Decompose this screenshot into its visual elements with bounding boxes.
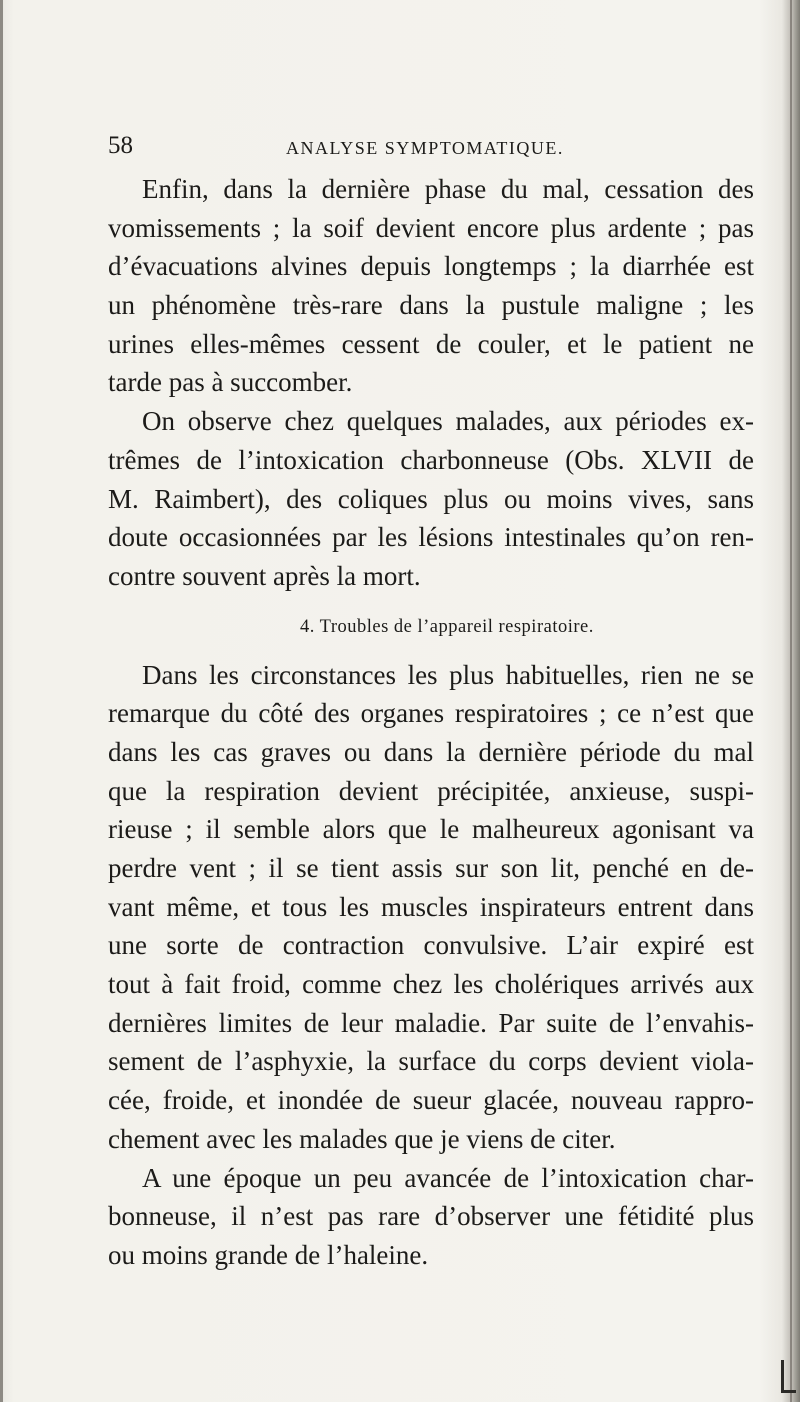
text-line: M. Raimbert), des coliques plus ou moins vives, sans bbox=[108, 483, 754, 514]
text-line: un phénomène très-rare dans la pustule maligne ; les bbox=[108, 290, 754, 321]
text-line: remarque du côté des organes respiratoires ; ce n’est que bbox=[108, 698, 754, 729]
text-line: contre souvent après la mort. bbox=[108, 560, 421, 591]
text-line: On observe chez quelques malades, aux périodes ex- bbox=[142, 406, 754, 437]
text-line: Dans les circonstances les plus habituelles, rien ne se bbox=[142, 659, 754, 690]
text-line: vomissements ; la soif devient encore plus ardente ; pas bbox=[108, 212, 754, 243]
text-line: urines elles-mêmes cessent de couler, et le patient ne bbox=[108, 328, 754, 359]
text-line: tout à fait froid, comme chez les cholériques arrivés aux bbox=[108, 969, 754, 1000]
page-right-shadow bbox=[782, 0, 800, 1402]
paragraph-2 bbox=[108, 402, 754, 595]
text-line: une sorte de contraction convulsive. L’air expiré est bbox=[108, 930, 754, 961]
text-line: perdre vent ; il se tient assis sur son lit, penché en de- bbox=[108, 853, 754, 883]
text-line: cée, froide, et inondée de sueur glacée, nouveau rappro- bbox=[108, 1085, 754, 1116]
text-line: d’évacuations alvines depuis longtemps ; la diarrhée est bbox=[108, 251, 754, 282]
text-line: doute occasionnées par les lésions intestinales qu’on ren- bbox=[108, 522, 754, 553]
page-number: 58 bbox=[108, 132, 133, 159]
text-line: trêmes de l’intoxication charbonneuse (Obs. XLVII de bbox=[108, 444, 754, 475]
text-line: vant même, et tous les muscles inspirateurs entrent dans bbox=[108, 891, 754, 922]
text-line: sement de l’asphyxie, la surface du corps devient viola- bbox=[108, 1046, 754, 1077]
paragraph-3 bbox=[108, 656, 754, 1159]
paragraph-4 bbox=[108, 1159, 754, 1275]
text-line: rieuse ; il semble alors que le malheureux agonisant va bbox=[108, 814, 754, 845]
text-line: bonneuse, il n’est pas rare d’observer une fétidité plus bbox=[108, 1201, 754, 1232]
page-header bbox=[108, 132, 748, 168]
text-line: chement avec les malades que je viens de citer. bbox=[108, 1123, 616, 1154]
text-line: A une époque un peu avancée de l’intoxication char- bbox=[142, 1162, 754, 1193]
running-head: ANALYSE SYMPTOMATIQUE. bbox=[286, 138, 564, 158]
text-line: Enfin, dans la dernière phase du mal, cessation des bbox=[142, 174, 754, 204]
text-line: ou moins grande de l’haleine. bbox=[108, 1239, 429, 1270]
text-line: tarde pas à succomber. bbox=[108, 367, 353, 398]
page-left-edge bbox=[0, 0, 3, 1402]
section-title: 4. Troubles de l’appareil respiratoire. bbox=[300, 616, 594, 637]
scan-corner-mark bbox=[781, 1360, 796, 1393]
text-line: dernières limites de leur maladie. Par suite de l’envahis- bbox=[108, 1007, 754, 1038]
text-line: dans les cas graves ou dans la dernière période du mal bbox=[108, 736, 754, 767]
body-text bbox=[108, 170, 754, 1275]
paragraph-1 bbox=[108, 170, 754, 402]
text-line: que la respiration devient précipitée, anxieuse, suspi- bbox=[108, 775, 754, 806]
